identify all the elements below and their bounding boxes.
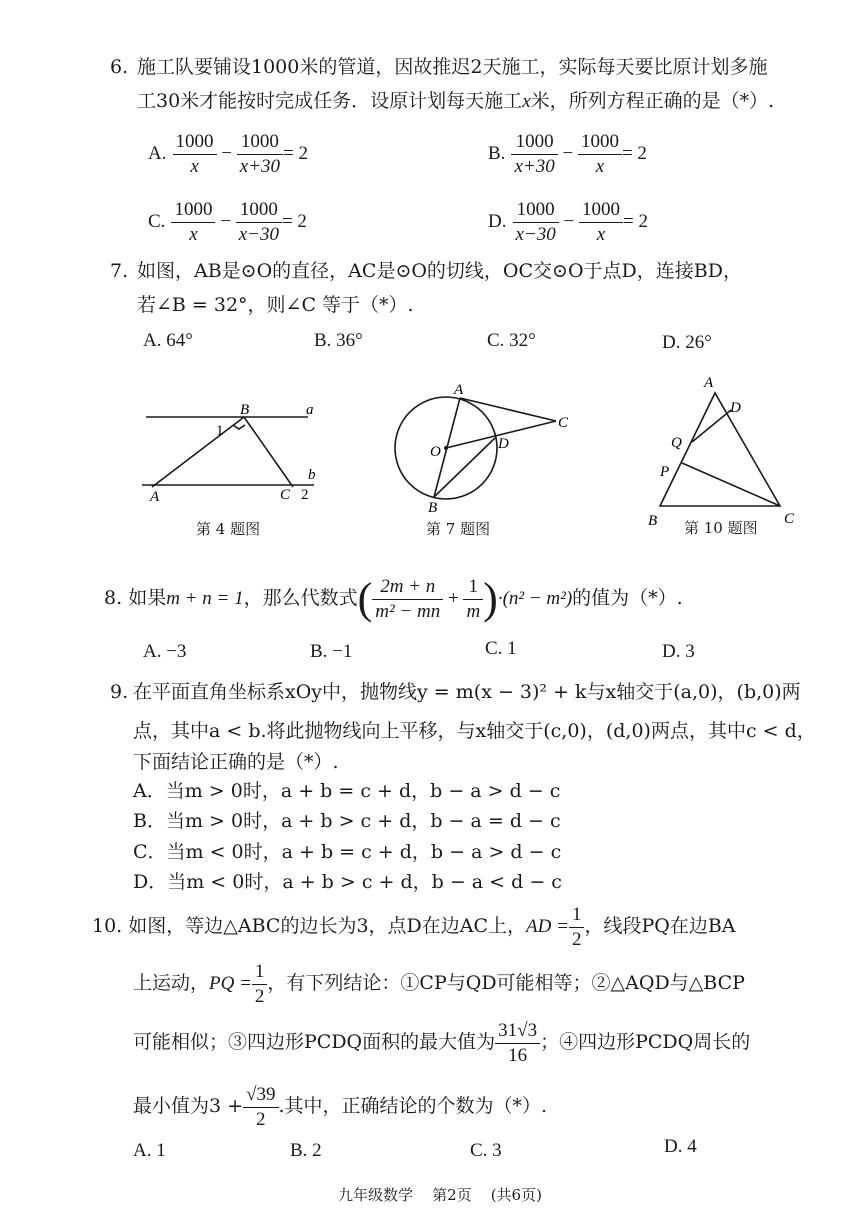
q7-line2: 若∠B = 32°，则∠C 等于（*）. bbox=[137, 294, 414, 316]
fig7-label-B: B bbox=[428, 500, 438, 516]
q10-option-b: B. 2 bbox=[290, 1140, 322, 1161]
q10-line2: 上运动，PQ = $\frac{1}{2}$ ，有下列结论：①CP与QD可能相等；②△AQD与△BCP bbox=[133, 960, 745, 1007]
fig10-label-A: A bbox=[704, 375, 714, 391]
fig7-label-O: O bbox=[430, 444, 441, 460]
q9-option-d: D．当m < 0时，a + b > c + d，b − a < d − c bbox=[133, 871, 562, 893]
q8-fraction-1: $\frac{2m + n}{\text{m² − mn}}$ bbox=[372, 575, 443, 624]
fig10-caption: 第 10 题图 bbox=[684, 519, 758, 537]
q6-option-d: D. $\frac{1000}{x-30}$ − $\frac{1000}{x}$ = 2 bbox=[488, 198, 648, 245]
q9-line2: 点，其中a < b.将此抛物线向上平移，与x轴交于(c,0)，(d,0)两点，其中c < d， bbox=[133, 720, 816, 742]
fig4-label-C: C bbox=[280, 487, 291, 503]
q7-number: 7. bbox=[110, 260, 129, 282]
q8-fraction-2: $\frac{1}{m}$ bbox=[463, 575, 483, 624]
q9-line3: 下面结论正确的是（*）. bbox=[133, 751, 339, 773]
q6-line2: 工30米才能按时完成任务．设原计划每天施工x米，所列方程正确的是（*）. bbox=[137, 90, 775, 112]
q6-option-c: C. $\frac{1000}{x}$ − $\frac{1000}{x-30}$ = 2 bbox=[148, 198, 307, 245]
q10-option-a: A. 1 bbox=[133, 1140, 166, 1161]
q8-option-a: A. −3 bbox=[143, 641, 187, 662]
q9-option-a: A．当m > 0时，a + b = c + d，b − a > d − c bbox=[133, 780, 561, 802]
page-footer: 九年级数学 第2页 (共6页) bbox=[338, 1186, 542, 1204]
q6-line1: 施工队要铺设1000米的管道，因故推迟2天施工，实际每天要比原计划多施 bbox=[137, 56, 768, 78]
fig7-label-A: A bbox=[454, 382, 464, 398]
q8-option-d: D. 3 bbox=[662, 641, 695, 662]
q9-option-c: C．当m < 0时，a + b = c + d，b − a > d − c bbox=[133, 841, 562, 863]
q7-option-d: D. 26° bbox=[662, 332, 712, 353]
q8-option-c: C. 1 bbox=[485, 638, 517, 659]
fig4-label-2: 2 bbox=[301, 487, 309, 503]
q10-line3: 可能相似；③四边形PCDQ面积的最大值为 $\frac{31√3}{16}$ ；④四边形PCDQ周长的 bbox=[133, 1019, 751, 1066]
q10-option-c: C. 3 bbox=[470, 1140, 502, 1161]
fig7-label-D: D bbox=[498, 436, 509, 452]
fig10-label-P: P bbox=[660, 464, 670, 480]
q7-option-b: B. 36° bbox=[314, 330, 363, 351]
q8-option-b: B. −1 bbox=[310, 641, 353, 662]
q9-line1: 在平面直角坐标系xOy中，抛物线y = m(x − 3)² + k与x轴交于(a,0)，(b,0)两 bbox=[133, 681, 801, 703]
fig10-label-B: B bbox=[648, 513, 658, 529]
fig7-label-C: C bbox=[558, 415, 569, 431]
fig7-caption: 第 7 题图 bbox=[426, 520, 491, 538]
q10-option-d: D. 4 bbox=[664, 1136, 697, 1157]
q9-option-b: B．当m > 0时，a + b > c + d，b − a = d − c bbox=[133, 810, 561, 832]
fig10-label-D: D bbox=[730, 400, 741, 416]
fig10-label-Q: Q bbox=[671, 435, 682, 451]
figure-4 bbox=[138, 395, 328, 510]
figure-7 bbox=[390, 378, 580, 518]
q6-option-a: A. $\frac{1000}{x}$ − $\frac{1000}{x+30}$ = 2 bbox=[148, 130, 308, 177]
q7-option-a: A. 64° bbox=[143, 330, 193, 351]
q10-line1: 10. 如图，等边△ABC的边长为3，点D在边AC上，AD = $\frac{1}{2}$ ，线段PQ在边BA bbox=[92, 903, 736, 950]
q10-line4: 最小值为3 + $\frac{√39}{2}$ .其中，正确结论的个数为（*）. bbox=[133, 1083, 548, 1130]
fig10-label-C: C bbox=[784, 511, 795, 527]
q6-number: 6. bbox=[110, 56, 129, 78]
figure-10 bbox=[640, 372, 810, 532]
q7-option-c: C. 32° bbox=[487, 330, 536, 351]
fig4-label-b: b bbox=[308, 467, 316, 483]
fig4-label-1: 1 bbox=[216, 423, 224, 439]
q7-line1: 如图，AB是⊙O的直径，AC是⊙O的切线，OC交⊙O于点D，连接BD， bbox=[137, 260, 742, 282]
q9-number: 9. bbox=[110, 681, 129, 703]
fig4-caption: 第 4 题图 bbox=[196, 520, 261, 538]
q6-option-b: B. $\frac{1000}{x+30}$ − $\frac{1000}{x}$ = 2 bbox=[488, 130, 647, 177]
q8-text: 8. 如果m + n = 1，那么代数式( $\frac{2m + n}{\text{m² − mn}}$ + $\frac{1}{m}$ )·(n² − m²)的值为（*）. bbox=[104, 574, 683, 623]
fig4-label-B: B bbox=[240, 402, 250, 418]
fig4-label-a: a bbox=[306, 402, 314, 418]
fig4-label-A: A bbox=[150, 489, 160, 505]
